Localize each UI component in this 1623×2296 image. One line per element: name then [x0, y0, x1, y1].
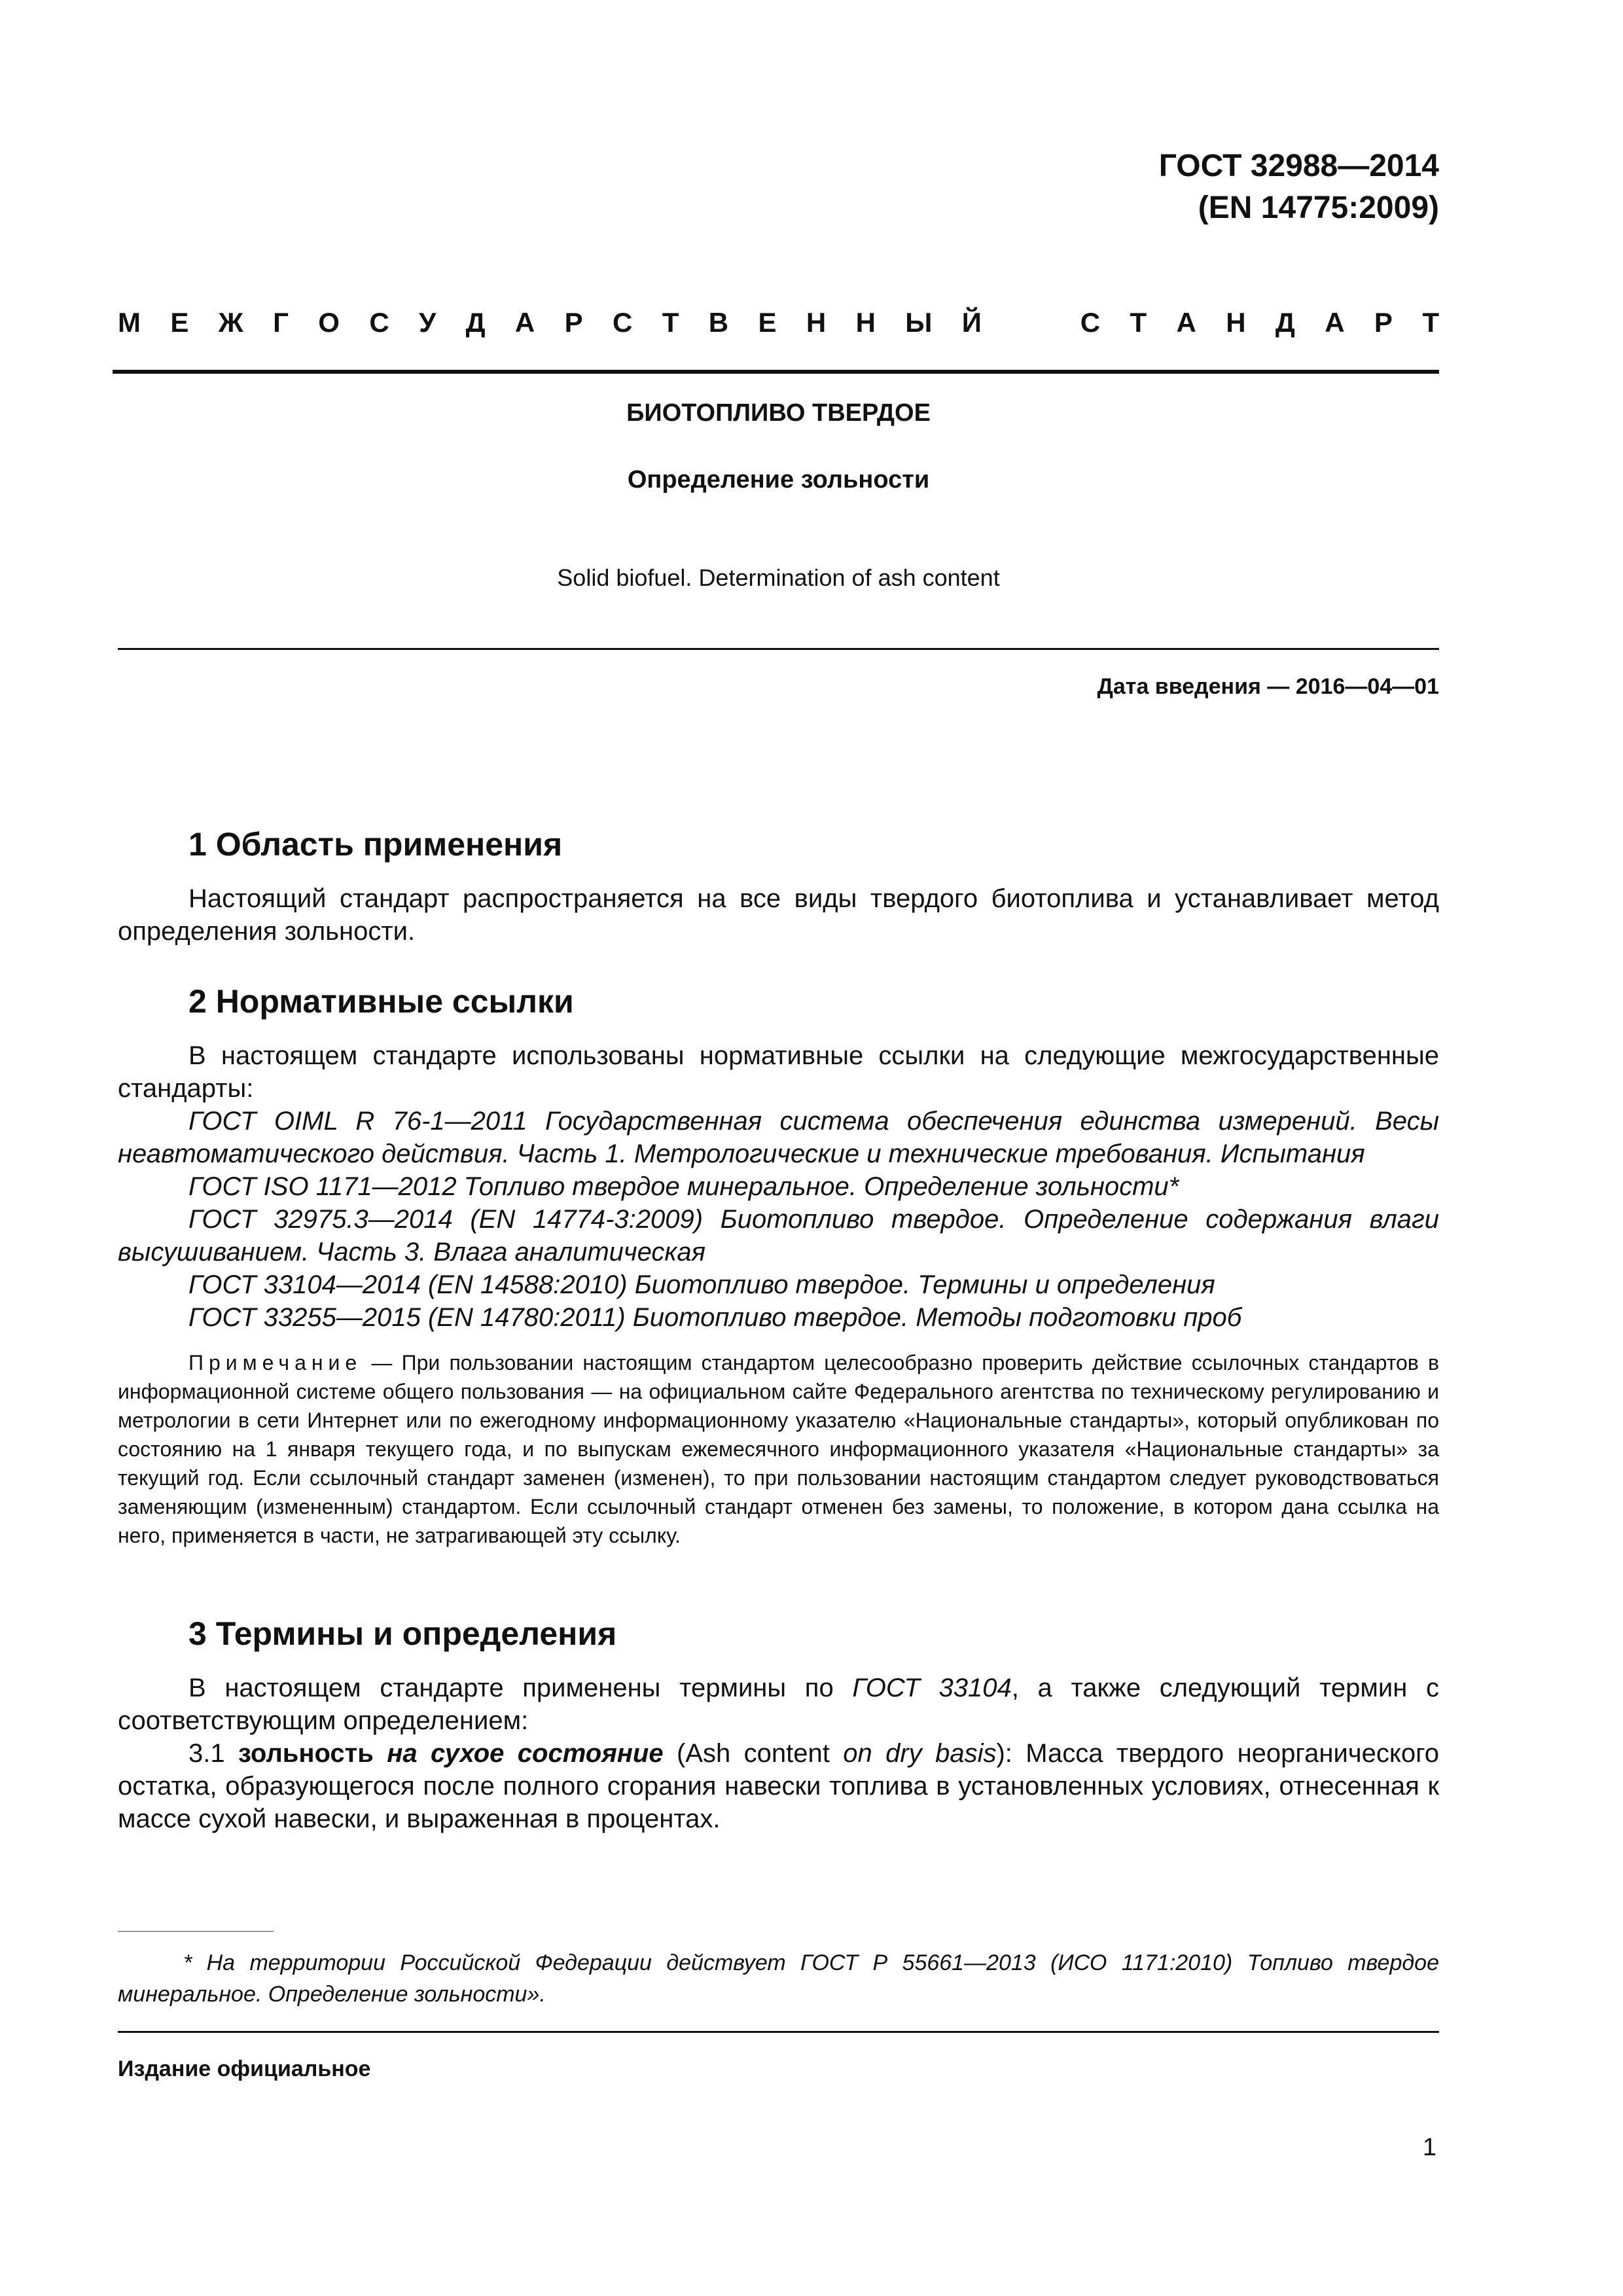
term-word: зольность — [238, 1739, 374, 1768]
reference-item: ГОСТ 33104—2014 (EN 14588:2010) Биотопливо твердое. Термины и определения — [188, 1270, 1215, 1299]
banner-letter: Е — [170, 307, 189, 338]
banner-letter: Д — [465, 307, 486, 338]
intro-reference: ГОСТ 33104 — [852, 1674, 1012, 1702]
term-number: 3.1 — [188, 1739, 238, 1768]
banner-letter: Н — [855, 307, 876, 338]
gost-number: ГОСТ 32988—2014 — [1158, 149, 1439, 183]
footer-rule — [118, 2031, 1439, 2033]
standard-designation — [1159, 145, 1439, 229]
banner-letter: Т — [1130, 307, 1147, 338]
banner-letter: Е — [758, 307, 777, 338]
reference-item: ГОСТ ISO 1171—2012 Топливо твердое минеральное. Определение зольности* — [188, 1172, 1179, 1201]
interstate-standard-banner — [118, 306, 1439, 339]
term-definition-text: Масса твердого неорганического остатка, образующегося после полного сгорания навески топлива в установленных условиях, отнесенная к массе сухой навески, и выраженная в процентах. — [118, 1739, 1440, 1833]
note-label: Примечание — [188, 1351, 363, 1374]
term-english-italic: on dry basis — [843, 1739, 997, 1768]
banner-letter: А — [1325, 307, 1345, 338]
title-rule — [118, 648, 1439, 650]
intro-text: В настоящем стандарте применены термины по — [188, 1674, 853, 1702]
banner-letter: С — [1080, 307, 1101, 338]
edition-label: Издание официальное — [118, 2056, 371, 2081]
banner-letter: В — [708, 307, 729, 338]
banner-letter: А — [514, 307, 535, 338]
banner-letter: Р — [564, 307, 583, 338]
banner-letter: У — [419, 307, 437, 338]
reference-item: ГОСТ OIML R 76-1—2011 Государственная система обеспечения единства измерений. Весы неавтоматического действия. Часть 1. Метрологические и технические требования. Испытания — [118, 1107, 1439, 1168]
banner-letter: Ы — [905, 307, 933, 338]
banner-letter: Т — [662, 307, 679, 338]
header-rule — [113, 370, 1439, 374]
section-1-text: Настоящий стандарт распространяется на все виды твердого биотоплива и устанавливает метод определения зольности. — [118, 884, 1439, 946]
page-number: 1 — [1422, 2134, 1436, 2161]
section-3-intro — [118, 1672, 1439, 1737]
reference-item: ГОСТ 32975.3—2014 (EN 14774-3:2009) Биотопливо твердое. Определение содержания влаги высушиванием. Часть 3. Влага аналитическая — [118, 1205, 1439, 1266]
banner-letter: Ж — [218, 307, 243, 338]
intro-text-end: , а также следующий термин с соответствующим определением: — [118, 1674, 1439, 1735]
term-qualifier: на сухое состояние — [373, 1739, 664, 1768]
reference-item: ГОСТ 33255—2015 (EN 14780:2011) Биотопливо твердое. Методы подготовки проб — [188, 1303, 1242, 1332]
en-equivalent: (EN 14775:2009) — [1198, 190, 1439, 225]
section-3-title: 3 Термины и определения — [188, 1615, 617, 1652]
footnote: * На территории Российской Федерации действует ГОСТ Р 55661—2013 (ИСО 1171:2010) Топливо твердое минеральное. Определение зольности». — [118, 1950, 1439, 2007]
banner-letter: Р — [1374, 307, 1393, 338]
banner-letter: С — [612, 307, 633, 338]
banner-letter: Г — [273, 307, 289, 338]
note-text: — При пользовании настоящим стандартом целесообразно проверить действие ссылочных стандартов в информационной системе общего пользования — на официальном сайте Федерального агентства по техническому регулированию и метрологии в сети Интернет или по ежегодному информационному указателю «Национальные стандарты», который опубликован по состоянию на 1 января текущего года, и по выпускам ежемесячного информационного указателя «Национальные стандарты» за текущий год. Если ссылочный стандарт заменен (изменен), то при пользовании настоящим стандартом следует руководствоваться заменяющим (измененным) стандартом. Если ссылочный стандарт отменен без замены, то положение, в котором дана ссылка на него, применяется в части, не затрагивающей эту ссылку. — [118, 1351, 1439, 1547]
banner-letter: М — [118, 307, 141, 338]
banner-letter: А — [1176, 307, 1196, 338]
document-title: БИОТОПЛИВО ТВЕРДОЕ — [626, 399, 931, 427]
introduction-date: Дата введения — 2016—04—01 — [1097, 674, 1439, 699]
document-subtitle: Определение зольности — [627, 466, 930, 493]
note-paragraph — [118, 1348, 1439, 1550]
section-2-title: 2 Нормативные ссылки — [188, 983, 574, 1020]
term-english-close: ): — [996, 1739, 1026, 1768]
banner-letter: О — [318, 307, 340, 338]
banner-letter: Д — [1275, 307, 1295, 338]
banner-letter: Й — [961, 307, 982, 338]
banner-letter: С — [369, 307, 389, 338]
banner-letter: Н — [1226, 307, 1246, 338]
banner-letter: Н — [806, 307, 827, 338]
english-title: Solid biofuel. Determination of ash content — [557, 564, 1000, 591]
document-body — [118, 825, 1439, 1835]
section-1-title: 1 Область применения — [188, 826, 563, 863]
banner-letter: Т — [1422, 307, 1439, 338]
footnote-separator — [118, 1931, 274, 1932]
section-2-intro: В настоящем стандарте использованы нормативные ссылки на следующие межгосударственные стандарты: — [118, 1041, 1439, 1103]
term-definition — [118, 1737, 1439, 1835]
term-english: (Ash content — [663, 1739, 844, 1768]
